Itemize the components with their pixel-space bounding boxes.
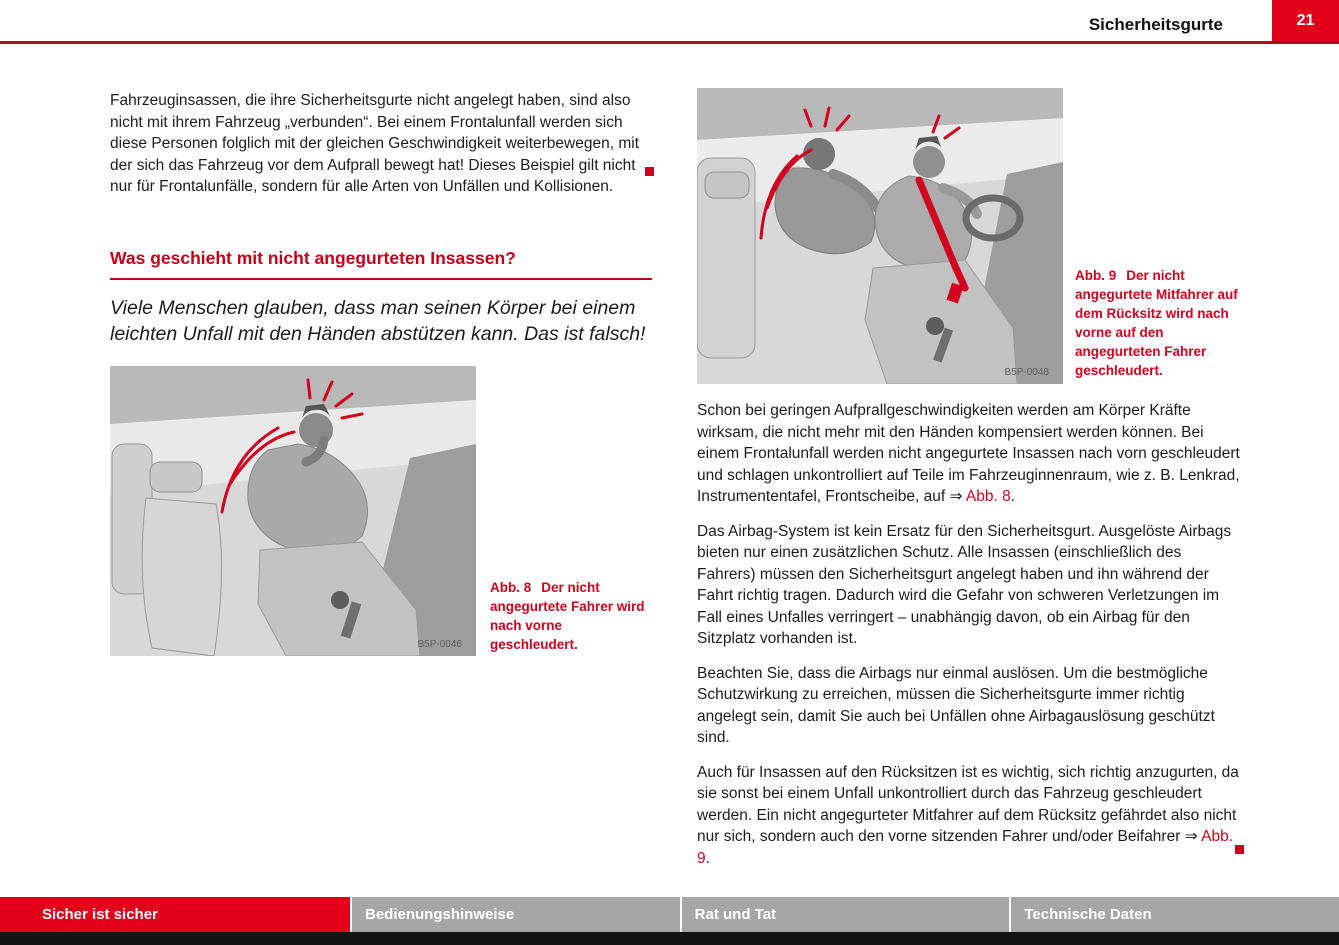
figure-9-caption-text: Der nicht angegurtete Mitfahrer auf dem Rücksitz wird nach vorne auf den angegurteten Fahrer geschleudert.: [1075, 268, 1238, 378]
page-title: Sicherheitsgurte: [1088, 15, 1223, 34]
page-number-box: [1272, 0, 1339, 41]
footer-tab-label: Sicher ist sicher: [42, 906, 158, 923]
footer-tab-technische-daten: [1011, 897, 1339, 932]
lead-paragraph: Viele Menschen glauben, dass man seinen Körper bei einem leichten Unfall mit den Händen abstützen kann. Das ist falsch!: [110, 296, 646, 345]
bottom-bar: [0, 932, 1339, 945]
figure-8-image: [110, 366, 476, 656]
car-interior-driver-illustration: [110, 366, 476, 656]
right-column: [697, 88, 1242, 882]
intro-paragraph: [110, 90, 652, 198]
footer-tab-label: Rat und Tat: [694, 906, 777, 923]
figure-8-code: B5P-0046: [417, 638, 462, 650]
figure-9-code: B5P-0048: [1004, 367, 1049, 378]
footer-tab-label: Bedienungshinweise: [365, 906, 515, 923]
paragraph-airbag-system: Das Airbag-System ist kein Ersatz für den Sicherheitsgurt. Ausgelöste Airbags bieten nur einen zusätzlichen Schutz. Alle Insassen (einschließlich des Fahrers) müssen den Sicherheitsgurt angelegt haben und ihn während der Fahrt richtig tragen. Dadurch wird die Gefahr von schweren Verletzungen im Fall eines Unfalles verringert – unabhängig davon, ob ein Airbag für den Sitzplatz vorhanden ist.: [697, 522, 1232, 647]
figure-9: [697, 88, 1242, 384]
car-interior-passenger-illustration: [697, 88, 1063, 384]
figure-8-caption-text: Der nicht angegurtete Fahrer wird nach vorne geschleudert.: [490, 579, 645, 652]
section-heading: Was geschieht mit nicht angegurteten Insassen?: [110, 248, 652, 280]
footer-tab-rat-und-tat: [682, 897, 1010, 932]
figure-9-caption: [1075, 266, 1242, 380]
page-number: 21: [1296, 11, 1315, 29]
figure-9-reference: Abb. 9: [697, 828, 1234, 867]
paragraph-period: .: [705, 849, 710, 867]
section-end-marker: [645, 167, 654, 176]
footer-section-tabs: [0, 897, 1339, 932]
paragraph-text: Schon bei geringen Aufprallgeschwindigkeiten werden am Körper Kräfte wirksam, die nicht mehr mit den Händen kompensiert werden können. Bei einem Frontalunfall werden nicht angegurtete Insassen nach vorn geschleudert und schlagen unkontrolliert auf Teile im Fahrzeuginnenraum, wie z. B. Lenkrad, Instrumententafel, Frontscheibe, auf ⇒: [697, 402, 1240, 505]
figure-8-reference: Abb. 8: [965, 488, 1011, 505]
left-column: [110, 90, 652, 656]
intro-text: Fahrzeuginsassen, die ihre Sicherheitsgurte nicht angelegt haben, sind also nicht mit ihrem Fahrzeug „verbunden“. Bei einem Frontalunfall werden sich diese Personen folglich mit der gleichen Geschwindigkeit weiterbewegen, mit der sich das Fahrzeug vor dem Aufprall bewegt hat! Dieses Beispiel gilt nicht nur für Frontalunfälle, sondern für alle Arten von Unfällen und Kollisionen.: [110, 92, 639, 195]
paragraph-impact-forces: [697, 400, 1242, 508]
paragraph-text: Auch für Insassen auf den Rücksitzen ist es wichtig, sich richtig anzugurten, da sie sonst bei einem Unfall unkontrolliert durch das Fahrzeug geschleudert werden. Ein nicht angegurteter Mitfahrer auf dem Rücksitz gefährdet also nicht nur sich, sondern auch den vorne sitzenden Fahrer und/oder Beifahrer ⇒: [697, 763, 1239, 845]
figure-8-label: Abb. 8: [490, 579, 532, 595]
footer-tab-sicher-ist-sicher: [0, 897, 350, 932]
paragraph-airbag-once: Beachten Sie, dass die Airbags nur einmal auslösen. Um die bestmögliche Schutzwirkung zu erreichen, müssen die Sicherheitsgurte immer richtig angelegt sein, damit Sie auch bei Unfällen ohne Airbagauslösung geschützt sind.: [697, 664, 1215, 746]
header-rule: [0, 41, 1339, 44]
section-end-marker: [1235, 845, 1244, 854]
figure-8: [110, 366, 652, 656]
footer-tab-label: Technische Daten: [1024, 906, 1152, 923]
figure-8-caption: [490, 578, 652, 654]
paragraph-period: .: [1010, 488, 1016, 505]
footer-tab-bedienungshinweise: [352, 897, 680, 932]
figure-9-label: Abb. 9: [1075, 268, 1117, 283]
paragraph-rear-passengers: [697, 762, 1242, 870]
figure-9-image: [697, 88, 1063, 384]
